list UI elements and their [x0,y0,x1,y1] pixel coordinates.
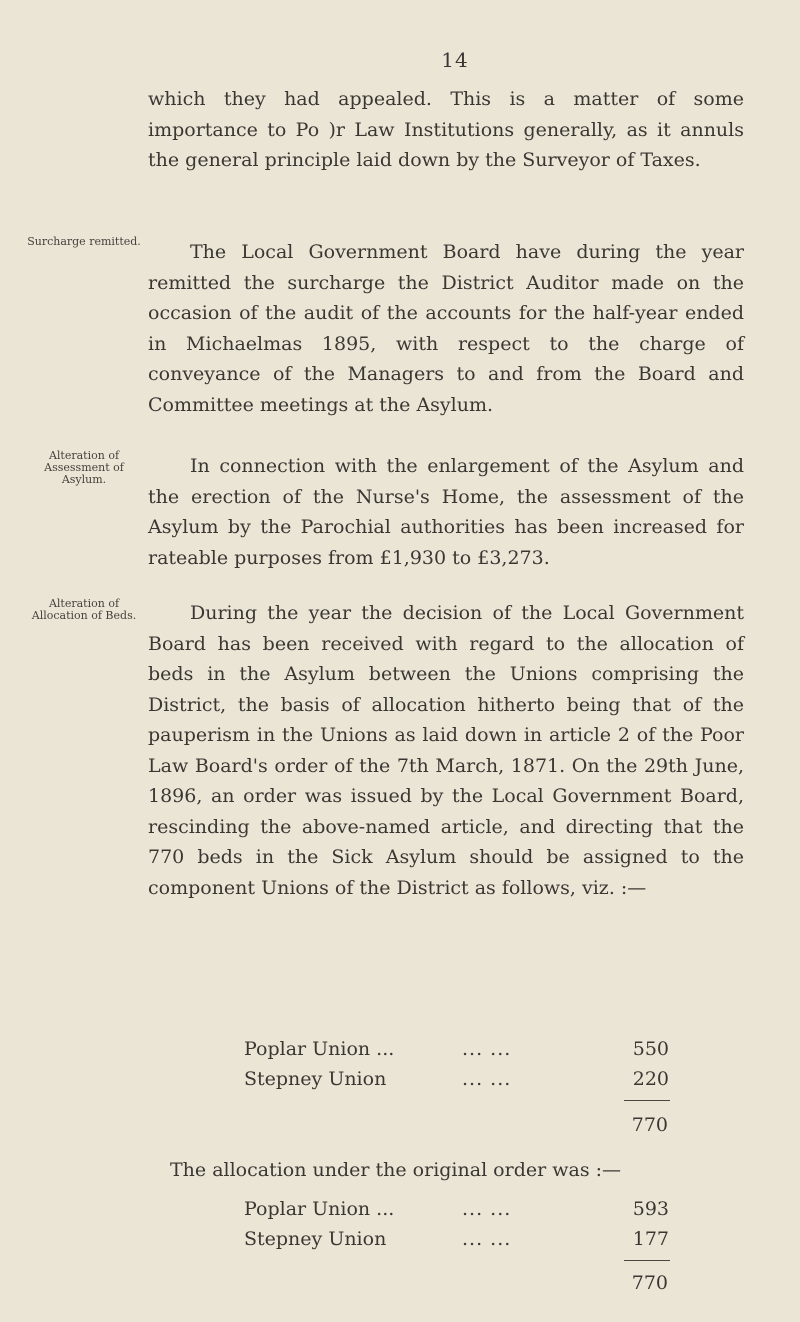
leader-dots: ... ... [462,1228,512,1250]
bed-count: 550 [632,1038,669,1060]
side-note-allocation: Alteration of Allocation of Beds. [31,597,137,622]
original-allocation-intro: The allocation under the original order was :— [170,1159,622,1181]
bed-count: 593 [632,1198,669,1220]
bed-count: 220 [632,1068,669,1090]
page-number: 14 [441,48,469,72]
leader-dots: ... ... [462,1068,512,1090]
paragraph-assessment-alteration: In connection with the enlargement of the Asylum and the erection of the Nurse's Home, the assessment of the Asylum by the Parochial authorities has been increased for rateable purposes from £1,930 to £3,273. [148,455,744,569]
union-name: Stepney Union [244,1068,387,1090]
side-note-assessment: Alteration of Assessment of Asylum. [44,449,124,486]
total-rule [624,1100,670,1101]
paragraph-appeal-continuation: which they had appealed. This is a matter of some importance to Po )r Law Institutions generally, as it annuls the general principle laid down by the Surveyor of Taxes. [148,88,744,171]
allocation-total: 770 [631,1114,668,1136]
total-rule [624,1260,670,1261]
paragraph-allocation-alteration: During the year the decision of the Local Government Board has been received with regard to the allocation of beds in the Asylum between the Unions comprising the District, the basis of allocation hitherto being that of the pauperism in the Unions as laid down in article 2 of the Poor Law Board's order of the 7th March, 1871. On the 29th June, 1896, an order was issued by the Local Government Board, rescinding the above-named article, and directing that the 770 beds in the Sick Asylum should be assigned to the component Unions of the District as follows, viz. :— [148,602,744,899]
allocation-row-poplar [244,1194,669,1224]
leader-dots: ... ... [462,1198,512,1220]
allocation-total: 770 [631,1272,668,1294]
bed-count: 177 [632,1228,669,1250]
paragraph-surcharge-remitted: The Local Government Board have during the year remitted the surcharge the District Auditor made on the occasion of the audit of the accounts for the half-year ended in Michaelmas 1895, with respect to the charge of conveyance of the Managers to and from the Board and Committee meetings at the Asylum. [148,241,744,416]
allocation-row-poplar [244,1034,669,1064]
union-name: Poplar Union ... [244,1038,395,1060]
union-name: Poplar Union ... [244,1198,395,1220]
union-name: Stepney Union [244,1228,387,1250]
allocation-row-stepney [244,1064,669,1094]
leader-dots: ... ... [462,1038,512,1060]
allocation-row-stepney [244,1224,669,1254]
side-note-surcharge: Surcharge remitted. [27,235,141,248]
